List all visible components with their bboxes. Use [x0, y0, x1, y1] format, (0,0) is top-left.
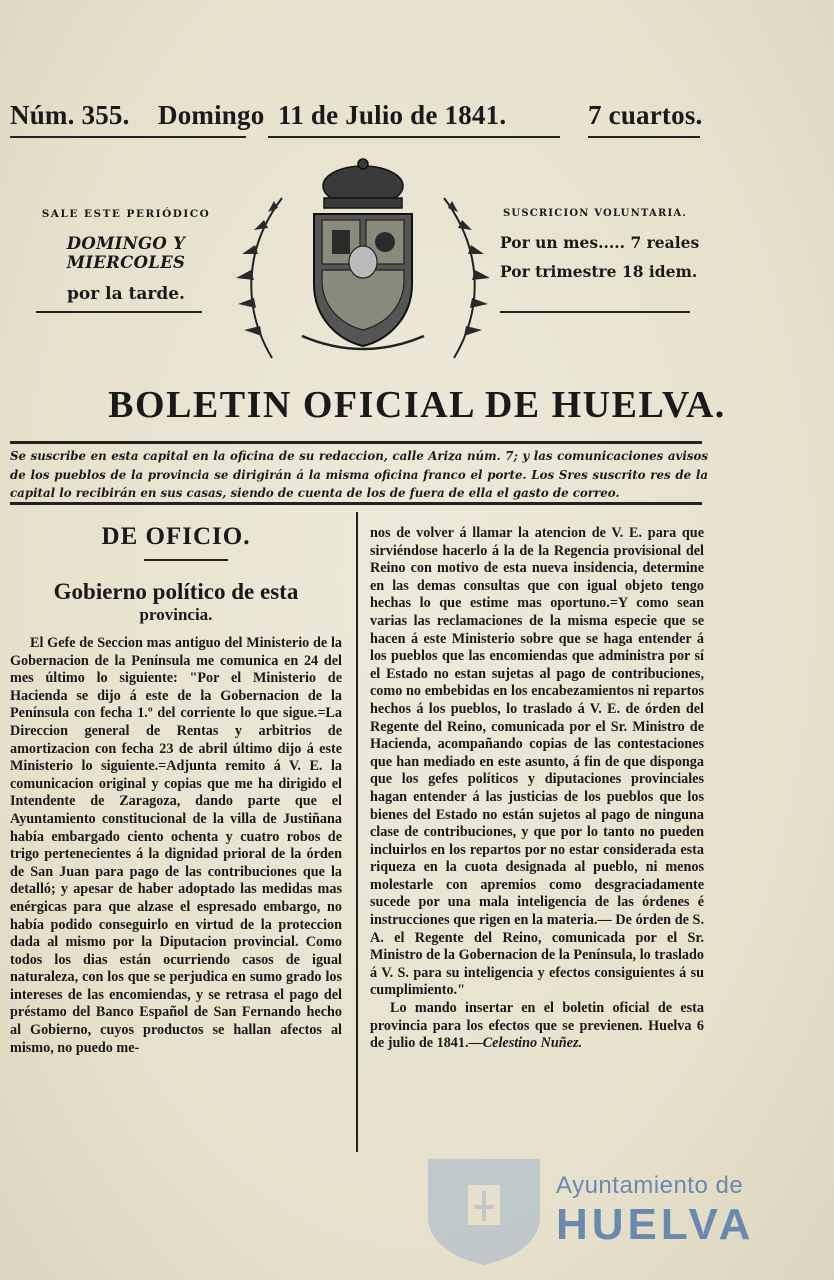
schedule-days: DOMINGO Y MIERCOLES [66, 234, 186, 272]
left-column [10, 515, 342, 1057]
issue-day: Domingo [158, 100, 265, 130]
schedule-rule [36, 311, 202, 313]
subscription-prices [500, 208, 700, 281]
signature: Celestino Nuñez. [482, 1035, 583, 1052]
prices-rule [500, 311, 690, 313]
watermark-text-top: Ayuntamiento de [556, 1172, 744, 1199]
issue-date: 11 de Julio de 1841. [278, 100, 507, 130]
closing-text: Lo mando insertar en el boletin oficial de esta provincia para los efectos que se previenen. Huelva 6 de julio de 1841.— [370, 1000, 704, 1052]
publication-schedule [12, 208, 240, 304]
monthly-price: Por un mes..... 7 reales [500, 233, 700, 252]
subscription-note: Se suscribe en esta capital en la oficina de su redaccion, calle Ariza núm. 7; y las comunicaciones avisos de los pueblos de la provincia se dirigirán á la misma oficina franco el porte. Los Sres suscrito res de la capital lo recibirán en sus casas, siendo de cuenta de los de fuera de ella el gasto de correo. [10, 449, 708, 500]
watermark-text-bottom: HUELVA [556, 1200, 755, 1249]
newspaper-title: BOLETIN OFICIAL DE HUELVA. [108, 384, 726, 426]
title-rule-top [10, 441, 702, 444]
masthead [10, 100, 710, 136]
masthead-rule-left [10, 136, 246, 138]
left-column-text: El Gefe de Seccion mas antiguo del Ministerio de la Gobernacion de la Península me comunica en 24 del mes último lo siguiente: "Por el Ministerio de Hacienda se dijo á este de la Gobernacion de la Península con fecha 1.º del corriente lo que sigue.=La Direccion general de Rentas y arbitrios de amortizacion con fecha 23 de abril último dijo á este Ministerio lo siguiente.=Adjunta remito á V. E. la comunicacion original y copias que me ha dirigido el Intendente de Zaragoza, dando parte que el Ayuntamiento constitucional de la villa de Justiñana había embargado ciento ochenta y cuatro robos de trigo pertenecientes á la dignidad prioral de la órden de San Juan para pago de las contribuciones que la detalló; y apesar de haber adoptado las medidas mas enérgicas para que alzase el espresado embargo, no había podido conseguirlo en virtud de la proteccion dada al mismo por la Diputacion provincial. Como todos los dias están ocurriendo casos de igual naturaleza, con los que se perjudica en sumo grado los intereses de las encomiendas, y se retrasa el pago del préstamo del Banco Español de San Fernando hecho al Gobierno, cuyos productos se hallan afectos al mismo, no puedo me- [10, 635, 342, 1056]
right-column-text: nos de volver á llamar la atencion de V. E. para que sirviéndose hacerlo á la de la Regencia provisional del Reino con motivo de esta nueva insidencia, determine en las demas consultas que con igual objeto tengo hechas lo que estime mas oportuno.=Y como sean varias las reclamaciones de la misma especie que se hacen á este Ministerio sobre que se haga entender á los pueblos que las encomiendas que administra por sí el Estado no estan sujetas al pago de contribuciones, como no embebidas en los encabezamientos ni repartos hechos á los pueblos, lo traslado á V. E. de órden del Regente del Reino, comunicada por el Sr. Ministro de Hacienda, acompañando copias de las contestaciones que han mediado en este asunto, á fin de que disponga que los gefes políticos y diputaciones provinciales hagan entender á las justicias de los pueblos que los bienes del Estado no están sujetos al pago de ninguna clase de contribuciones, y que por lo tanto no pueden incluirlos en los repartos por no estar considerada esta riqueza en la cuota designada al pueblo, ni menos molestarle con apremios como desgraciadamente sucede por una mala inteligencia de las órdenes é instrucciones que rigen en la materia.— De órden de S. A. el Regente del Reino, comunicada por el Sr. Ministro de la Gobernacion de la Península, lo traslado á V. S. para su inteligencia y efectos consiguientes á su cumplimiento." [370, 525, 704, 999]
issue-number: Núm. 355. [10, 100, 130, 130]
schedule-heading: SALE ESTE PERIÓDICO [41, 208, 211, 220]
section-subtitle: provincia. [139, 605, 213, 624]
masthead-rule-center [268, 136, 560, 138]
schedule-time: por la tarde. [67, 284, 185, 304]
closing-paragraph [370, 1000, 704, 1053]
column-divider [356, 512, 358, 1152]
section-rule [144, 559, 228, 561]
issue-price: 7 cuartos. [588, 100, 703, 130]
right-column [370, 525, 704, 1053]
subscription-heading: SUSCRICION VOLUNTARIA. [502, 208, 687, 219]
title-rule-bottom [10, 502, 702, 505]
masthead-rule-right [588, 136, 700, 138]
section-heading: DE OFICIO. [101, 523, 251, 550]
coat-of-arms-icon [232, 158, 494, 370]
section-title: Gobierno político de esta [53, 579, 299, 604]
quarterly-price: Por trimestre 18 idem. [500, 262, 698, 281]
